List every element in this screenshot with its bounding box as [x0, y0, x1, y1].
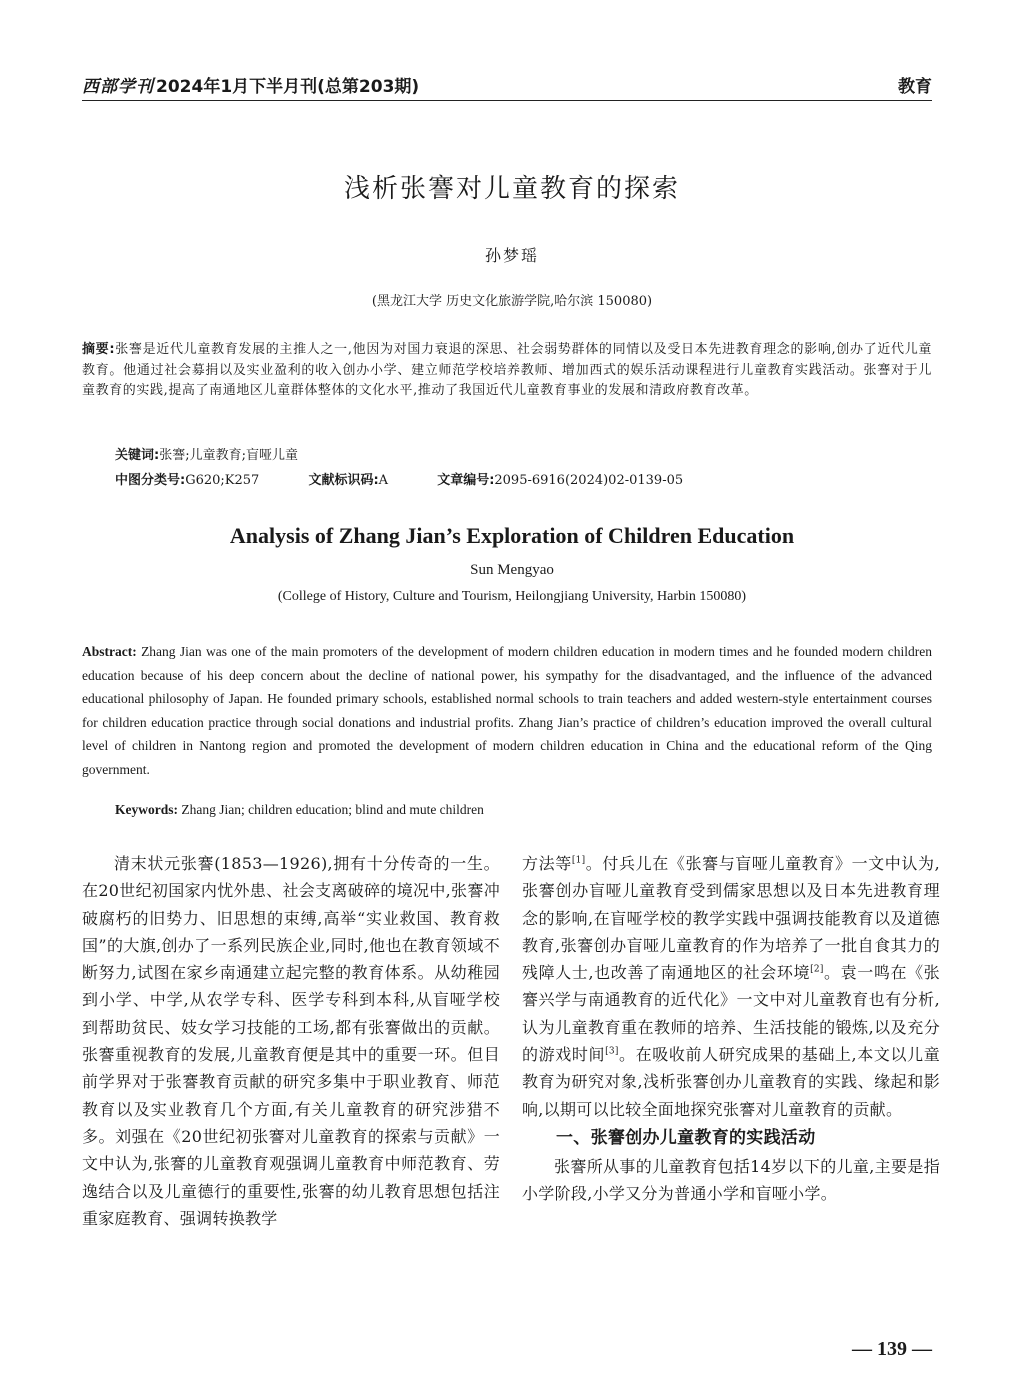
page-number: — 139 — — [852, 1338, 932, 1360]
journal-issue — [82, 72, 419, 97]
abstract-label: 摘要: — [82, 342, 116, 357]
author-name-english: Sun Mengyao — [470, 562, 554, 578]
author-name: 孙梦瑶 — [484, 246, 539, 265]
keywords-english — [115, 802, 484, 818]
article-title-english: Analysis of Zhang Jian’s Exploration of Children Education — [229, 523, 795, 548]
keywords-en-label: Keywords: — [115, 802, 178, 817]
keywords-label: 关键词: — [115, 448, 160, 463]
abstract-chinese — [82, 340, 932, 402]
article-title: 浅析张謇对儿童教育的探索 — [343, 174, 680, 204]
keywords-en-text: Zhang Jian; children education; blind and mute children — [181, 802, 484, 817]
body-paragraph — [522, 850, 940, 1123]
body-paragraph: 清末状元张謇(1853—1926),拥有十分传奇的一生。在20世纪初国家内忧外患、社会支离破碎的境况中,张謇冲破腐朽的旧势力、旧思想的束缚,高举“实业救国、教育救国”的大旗,创办了一系列民族企业,同时,他也在教育领域不断努力,试图在家乡南通建立起完整的教育体系。从幼稚园到小学、中学,从农学专科、医学专科到本科,从盲哑学校到帮助贫民、妓女学习技能的工场,都有张謇做出的贡献。张謇重视教育的发展,儿童教育便是其中的重要一环。但目前学界对于张謇教育贡献的研究多集中于职业教育、师范教育以及实业教育几个方面,有关儿童教育的研究涉猎不多。刘强在《20世纪初张謇对儿童教育的探索与贡献》一文中认为,张謇的儿童教育观强调儿童教育中师范教育、劳逸结合以及儿童德行的重要性,张謇的幼儿教育思想包括注重家庭教育、强调转换教学 — [82, 854, 500, 1228]
text-run: 方法等 — [522, 854, 572, 873]
doc-code-value: A — [378, 473, 389, 488]
clc-label: 中图分类号: — [115, 473, 186, 488]
doc-code-label: 文献标识码: — [308, 473, 379, 488]
article-id-value: 2095-6916(2024)02-0139-05 — [494, 473, 684, 488]
abstract-english — [82, 640, 932, 781]
text-run: 。在吸收前人研究成果的基础上,本文以儿童教育为研究对象,浅析张謇创办儿童教育的实践、缘起和影响,以期可以比较全面地探究张謇对儿童教育的贡献。 — [522, 1045, 940, 1119]
article-id-label: 文章编号: — [437, 473, 495, 488]
keywords-chinese — [115, 444, 298, 463]
citation-ref: [2] — [810, 964, 824, 975]
clc-value: G620;K257 — [185, 473, 260, 488]
section-label: 教育 — [898, 77, 932, 97]
author-affiliation: (黑龙江大学 历史文化旅游学院,哈尔滨 150080) — [371, 294, 653, 309]
author-affiliation-english: (College of History, Culture and Tourism, Heilongjiang University, Harbin 150080) — [277, 589, 747, 604]
section-heading: 一、张謇创办儿童教育的实践活动 — [556, 1127, 816, 1148]
body-paragraph: 张謇所从事的儿童教育包括14岁以下的儿童,主要是指小学阶段,小学又分为普通小学和盲哑小学。 — [522, 1156, 940, 1204]
citation-ref: [3] — [605, 1046, 619, 1057]
classification-row — [115, 469, 932, 488]
text-run: 。袁一鸣在《张謇兴学与南通教育的近代化》一文中对儿童教育也有分析,认为儿童教育重在教师的培养、生活技能的锻炼,以及充分的游戏时间 — [522, 963, 940, 1065]
body-column-left — [82, 850, 500, 1232]
keywords-text: 张謇;儿童教育;盲哑儿童 — [159, 448, 298, 463]
body-column-right — [522, 850, 940, 1208]
abstract-en-label: Abstract: — [82, 644, 137, 659]
abstract-text: 张謇是近代儿童教育发展的主推人之一,他因为对国力衰退的深思、社会弱势群体的同情以及受日本先进教育理念的影响,创办了近代儿童教育。他通过社会募捐以及实业盈利的收入创办小学、建立师范学校培养教师、增加西式的娱乐活动课程进行儿童教育实践活动。张謇对于儿童教育的实践,提高了南通地区儿童群体整体的文化水平,推动了我国近代儿童教育事业的发展和清政府教育改革。 — [82, 342, 932, 398]
abstract-en-text: Zhang Jian was one of the main promoters of the development of modern children education in modern times and he founded modern children education because of his deep concern about the decline of national power, his sympathy for the disadvantaged, and the influence of the advanced educational philosophy of Japan. He founded primary schools, established normal schools to train teachers and added western-style entertainment courses for children education practice through social donations and industrial profits. Zhang Jian’s practice of children’s education improved the overall cultural level of children in Nantong region and promoted the development of modern children education in China and the educational reform of the Qing government. — [82, 644, 932, 777]
citation-ref: [1] — [571, 855, 586, 866]
text-run: 。付兵儿在《张謇与盲哑儿童教育》一文中认为,张謇创办盲哑儿童教育受到儒家思想以及日本先进教育理念的影响,在盲哑学校的教学实践中强调技能教育以及道德教育,张謇创办盲哑儿童教育的作为培养了一批自食其力的残障人士,也改善了南通地区的社会环境 — [522, 854, 941, 983]
journal-brand: 西部学刊 — [82, 77, 154, 97]
running-header — [82, 70, 932, 101]
issue-info: 2024年1月下半月刊(总第203期) — [156, 77, 420, 97]
